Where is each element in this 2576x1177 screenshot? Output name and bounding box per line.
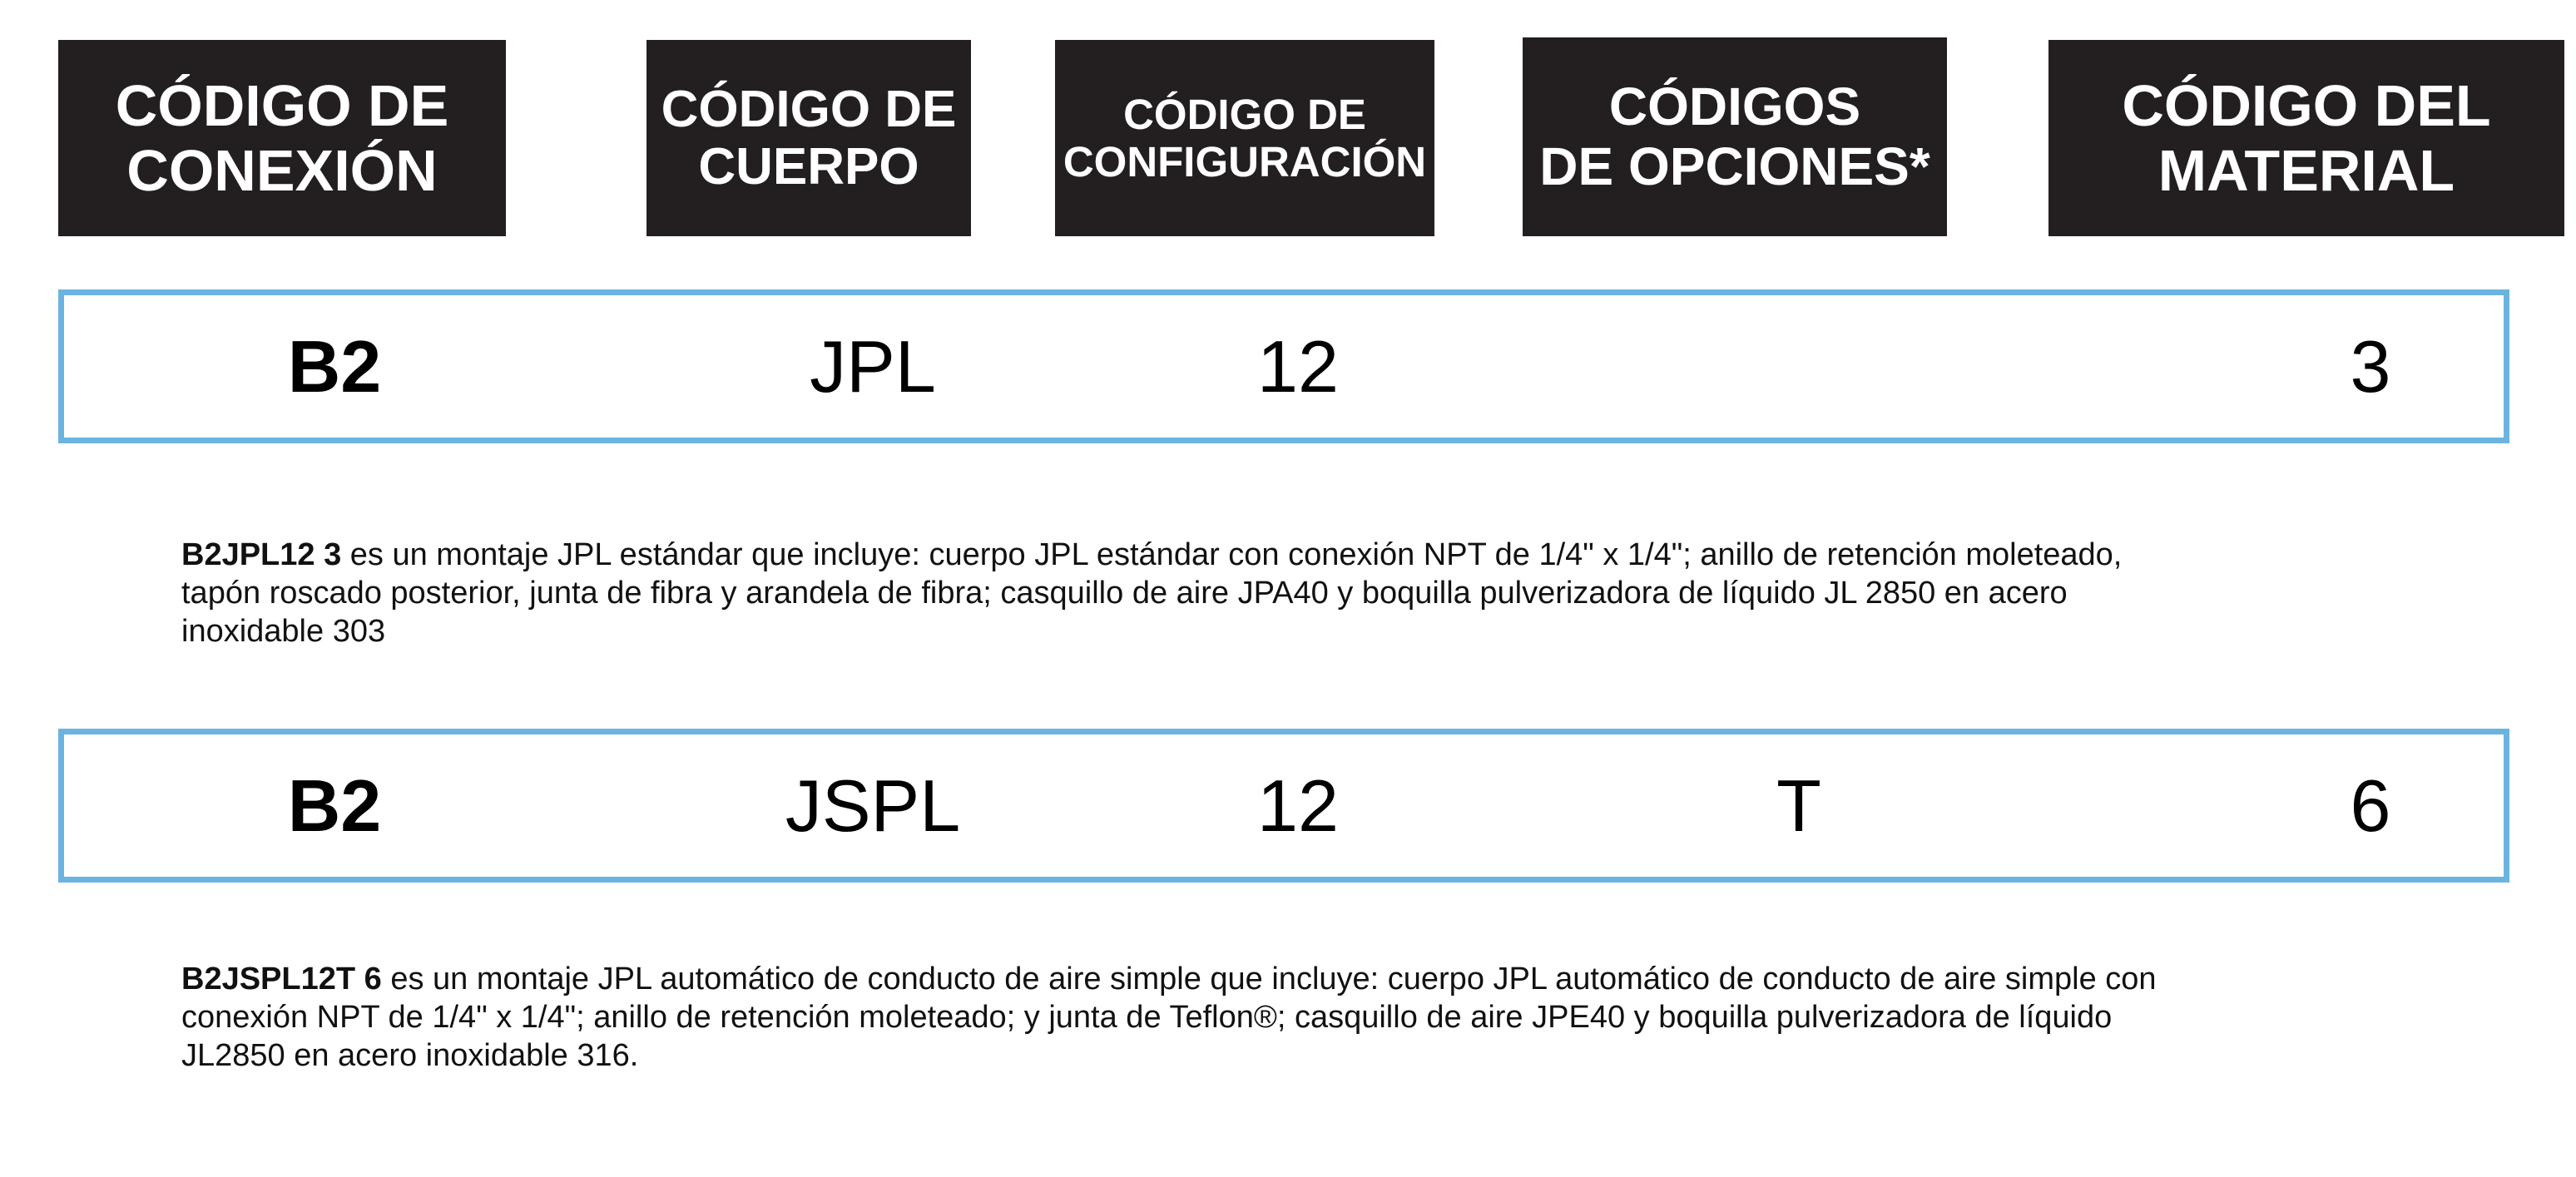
material-code: 6 [2350,764,2391,847]
body-code: JSPL [785,764,961,847]
part-number: B2JSPL12T 6 [181,962,382,996]
header-line: CONFIGURACIÓN [1063,138,1427,185]
material-code: 3 [2350,324,2391,408]
connection-code: B2 [287,764,382,847]
part-number: B2JPL12 3 [181,537,342,572]
header-line: CÓDIGO DE [661,80,957,138]
code-row-example-1 [58,289,2509,443]
description-example-1 [181,536,2195,650]
configuration-code: 12 [1257,764,1339,847]
header-configuration-code [1055,40,1434,236]
header-line: MATERIAL [2157,138,2455,203]
header-line: DE OPCIONES* [1539,136,1930,196]
header-body-code [646,40,971,236]
header-line: CÓDIGO DEL [2122,72,2491,138]
header-options-codes [1523,37,1947,236]
body-code: JPL [810,324,936,408]
header-line: CUERPO [698,138,919,195]
code-row-example-2 [58,729,2509,883]
header-line: CÓDIGO DE [1123,90,1366,138]
description-example-2 [181,960,2195,1075]
header-line: CÓDIGOS [1608,76,1861,136]
options-code [1587,295,2011,438]
header-material-code [2048,40,2564,236]
description-text: es un montaje JPL estándar que incluye: cuerpo JPL estándar con conexión NPT de 1/4" x 1/4"; anillo de retención moleteado, tapón roscado posterior, junta de fibra y arandela de fibra; casquillo de aire JPA40 y boquilla pulverizadora de líquido JL 2850 en acero inoxidable 303 [181,537,2123,649]
connection-code: B2 [287,324,382,408]
header-connection-code [58,40,506,236]
options-code: T [1776,764,1821,847]
description-text: es un montaje JPL automático de conducto de aire simple que incluye: cuerpo JPL automático de conducto de aire simple con conexión NPT de 1/4" x 1/4"; anillo de retención moleteado; y junta de Teflon®; casquillo de aire JPE40 y boquilla pulverizadora de líquido JL2850 en acero inoxidable 316. [181,962,2157,1073]
configuration-code: 12 [1257,324,1339,408]
header-line: CONEXIÓN [126,138,438,203]
header-line: CÓDIGO DE [115,72,449,138]
